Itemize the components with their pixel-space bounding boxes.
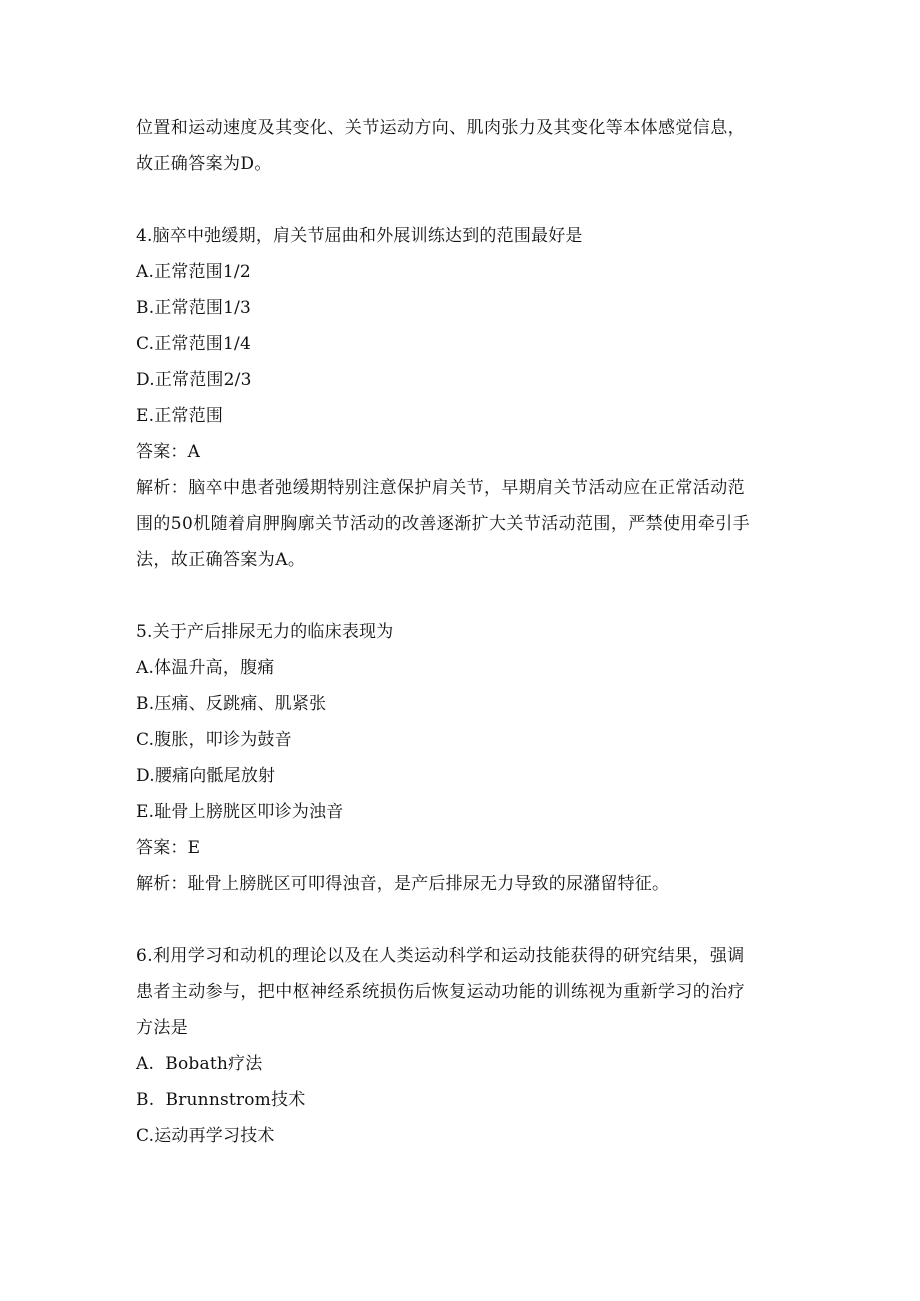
intro-paragraph <box>136 110 796 182</box>
analysis-line: 解析：耻骨上膀胱区可叩得浊音，是产后排尿无力导致的尿潴留特征。 <box>136 874 670 894</box>
answer: 答案：A <box>136 442 201 462</box>
stem-line: 6.利用学习和动机的理论以及在人类运动科学和运动技能获得的研究结果，强调 <box>136 946 745 966</box>
stem-line: 患者主动参与，把中枢神经系统损伤后恢复运动功能的训练视为重新学习的治疗 <box>136 982 745 1002</box>
option-c: C.腹胀，叩诊为鼓音 <box>136 730 292 750</box>
question-stem: 4.脑卒中弛缓期，肩关节屈曲和外展训练达到的范围最好是 <box>136 226 583 246</box>
analysis-line: 解析：脑卒中患者弛缓期特别注意保护肩关节，早期肩关节活动应在正常活动范 <box>136 478 745 498</box>
question-stem <box>136 938 796 1046</box>
intro-line: 位置和运动速度及其变化、关节运动方向、肌肉张力及其变化等本体感觉信息， <box>136 118 745 138</box>
document-page <box>136 110 796 1154</box>
option-a: A. Bobath疗法 <box>136 1054 263 1074</box>
option-b: B.正常范围1/3 <box>136 298 252 318</box>
option-d: D.正常范围2/3 <box>136 370 252 390</box>
answer: 答案：E <box>136 838 201 858</box>
intro-line: 故正确答案为D。 <box>136 154 272 174</box>
analysis-line: 法，故正确答案为A。 <box>136 550 306 570</box>
option-e: E.耻骨上膀胱区叩诊为浊音 <box>136 802 344 822</box>
option-d: D.腰痛向骶尾放射 <box>136 766 276 786</box>
option-a: A.体温升高，腹痛 <box>136 658 275 678</box>
question-6 <box>136 938 796 1154</box>
option-b: B.压痛、反跳痛、肌紧张 <box>136 694 327 714</box>
analysis-line: 围的50机随着肩胛胸廓关节活动的改善逐渐扩大关节活动范围，严禁使用牵引手 <box>136 514 751 534</box>
analysis <box>136 470 796 578</box>
option-c: C.正常范围1/4 <box>136 334 251 354</box>
option-e: E.正常范围 <box>136 406 224 426</box>
option-a: A.正常范围1/2 <box>136 262 251 282</box>
question-5 <box>136 614 796 902</box>
question-4 <box>136 218 796 578</box>
stem-line: 方法是 <box>136 1018 189 1038</box>
option-c: C.运动再学习技术 <box>136 1126 275 1146</box>
option-b: B. Brunnstrom技术 <box>136 1090 306 1110</box>
question-stem: 5.关于产后排尿无力的临床表现为 <box>136 622 394 642</box>
